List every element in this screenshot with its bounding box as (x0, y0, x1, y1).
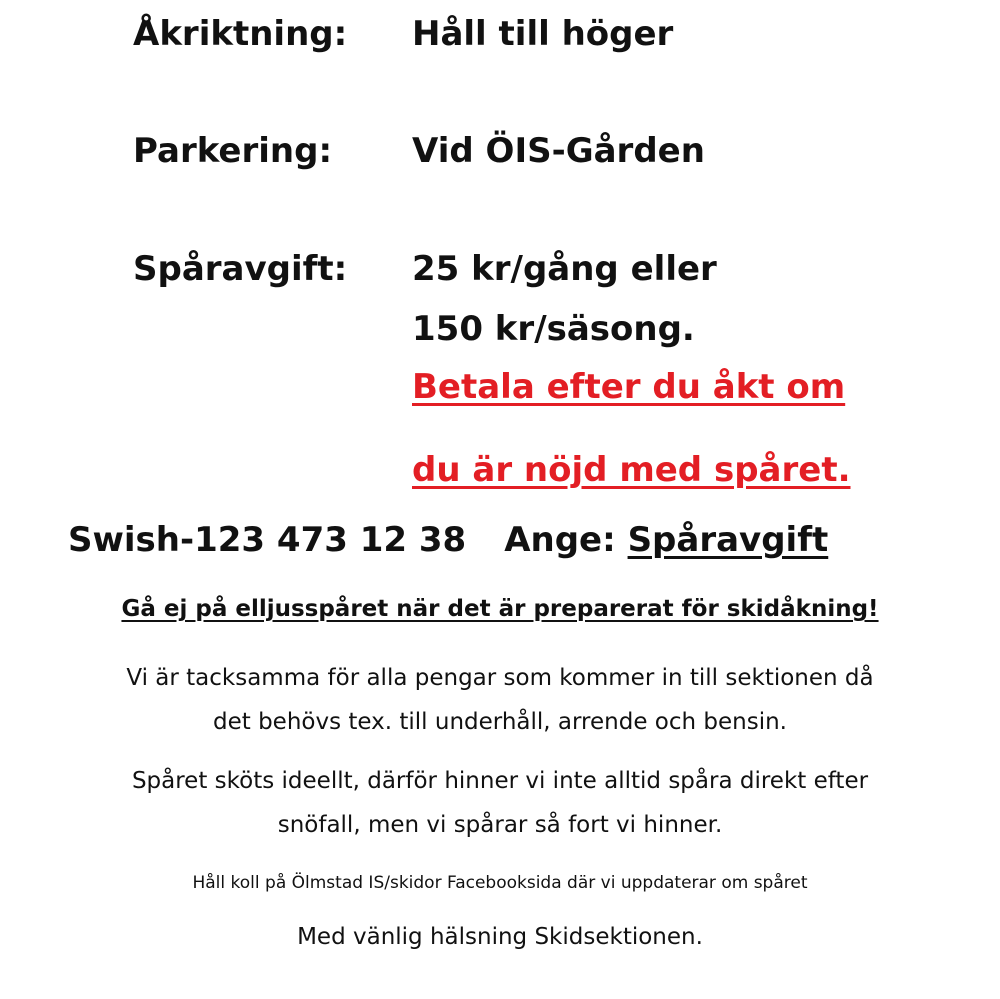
ange-label: Ange: (504, 520, 616, 560)
direction-value: Håll till höger (412, 14, 674, 54)
parking-label: Parkering: (133, 131, 333, 171)
swish-number: Swish-123 473 12 38 (68, 520, 467, 560)
thanks-paragraph (0, 656, 1000, 744)
thanks-line1: Vi är tacksamma för alla pengar som kommer in till sektionen då (126, 665, 874, 691)
maintenance-line2: snöfall, men vi spårar så fort vi hinner. (277, 812, 723, 838)
trail-warning-text: Gå ej på elljusspåret när det är preparerat för skidåkning! (121, 596, 879, 622)
parking-value: Vid ÖIS-Gården (412, 131, 705, 171)
pay-instruction-line2: du är nöjd med spåret. (412, 450, 851, 490)
facebook-note: Håll koll på Ölmstad IS/skidor Facebooksida där vi uppdaterar om spåret (192, 873, 808, 893)
maintenance-paragraph (0, 759, 1000, 847)
trail-warning (0, 596, 1000, 622)
fee-per-visit: 25 kr/gång eller (412, 249, 717, 289)
thanks-line2: det behövs tex. till underhåll, arrende och bensin. (213, 709, 787, 735)
maintenance-line1: Spåret sköts ideellt, därför hinner vi inte alltid spåra direkt efter (131, 768, 869, 794)
fee-per-season: 150 kr/säsong. (412, 309, 695, 349)
direction-label: Åkriktning: (133, 14, 348, 54)
pay-instruction-line1: Betala efter du åkt om (412, 367, 846, 407)
swish-payment-line (68, 520, 828, 560)
fee-label: Spåravgift: (133, 249, 348, 289)
signature: Med vänlig hälsning Skidsektionen. (297, 924, 703, 950)
ange-value: Spåravgift (627, 520, 829, 560)
